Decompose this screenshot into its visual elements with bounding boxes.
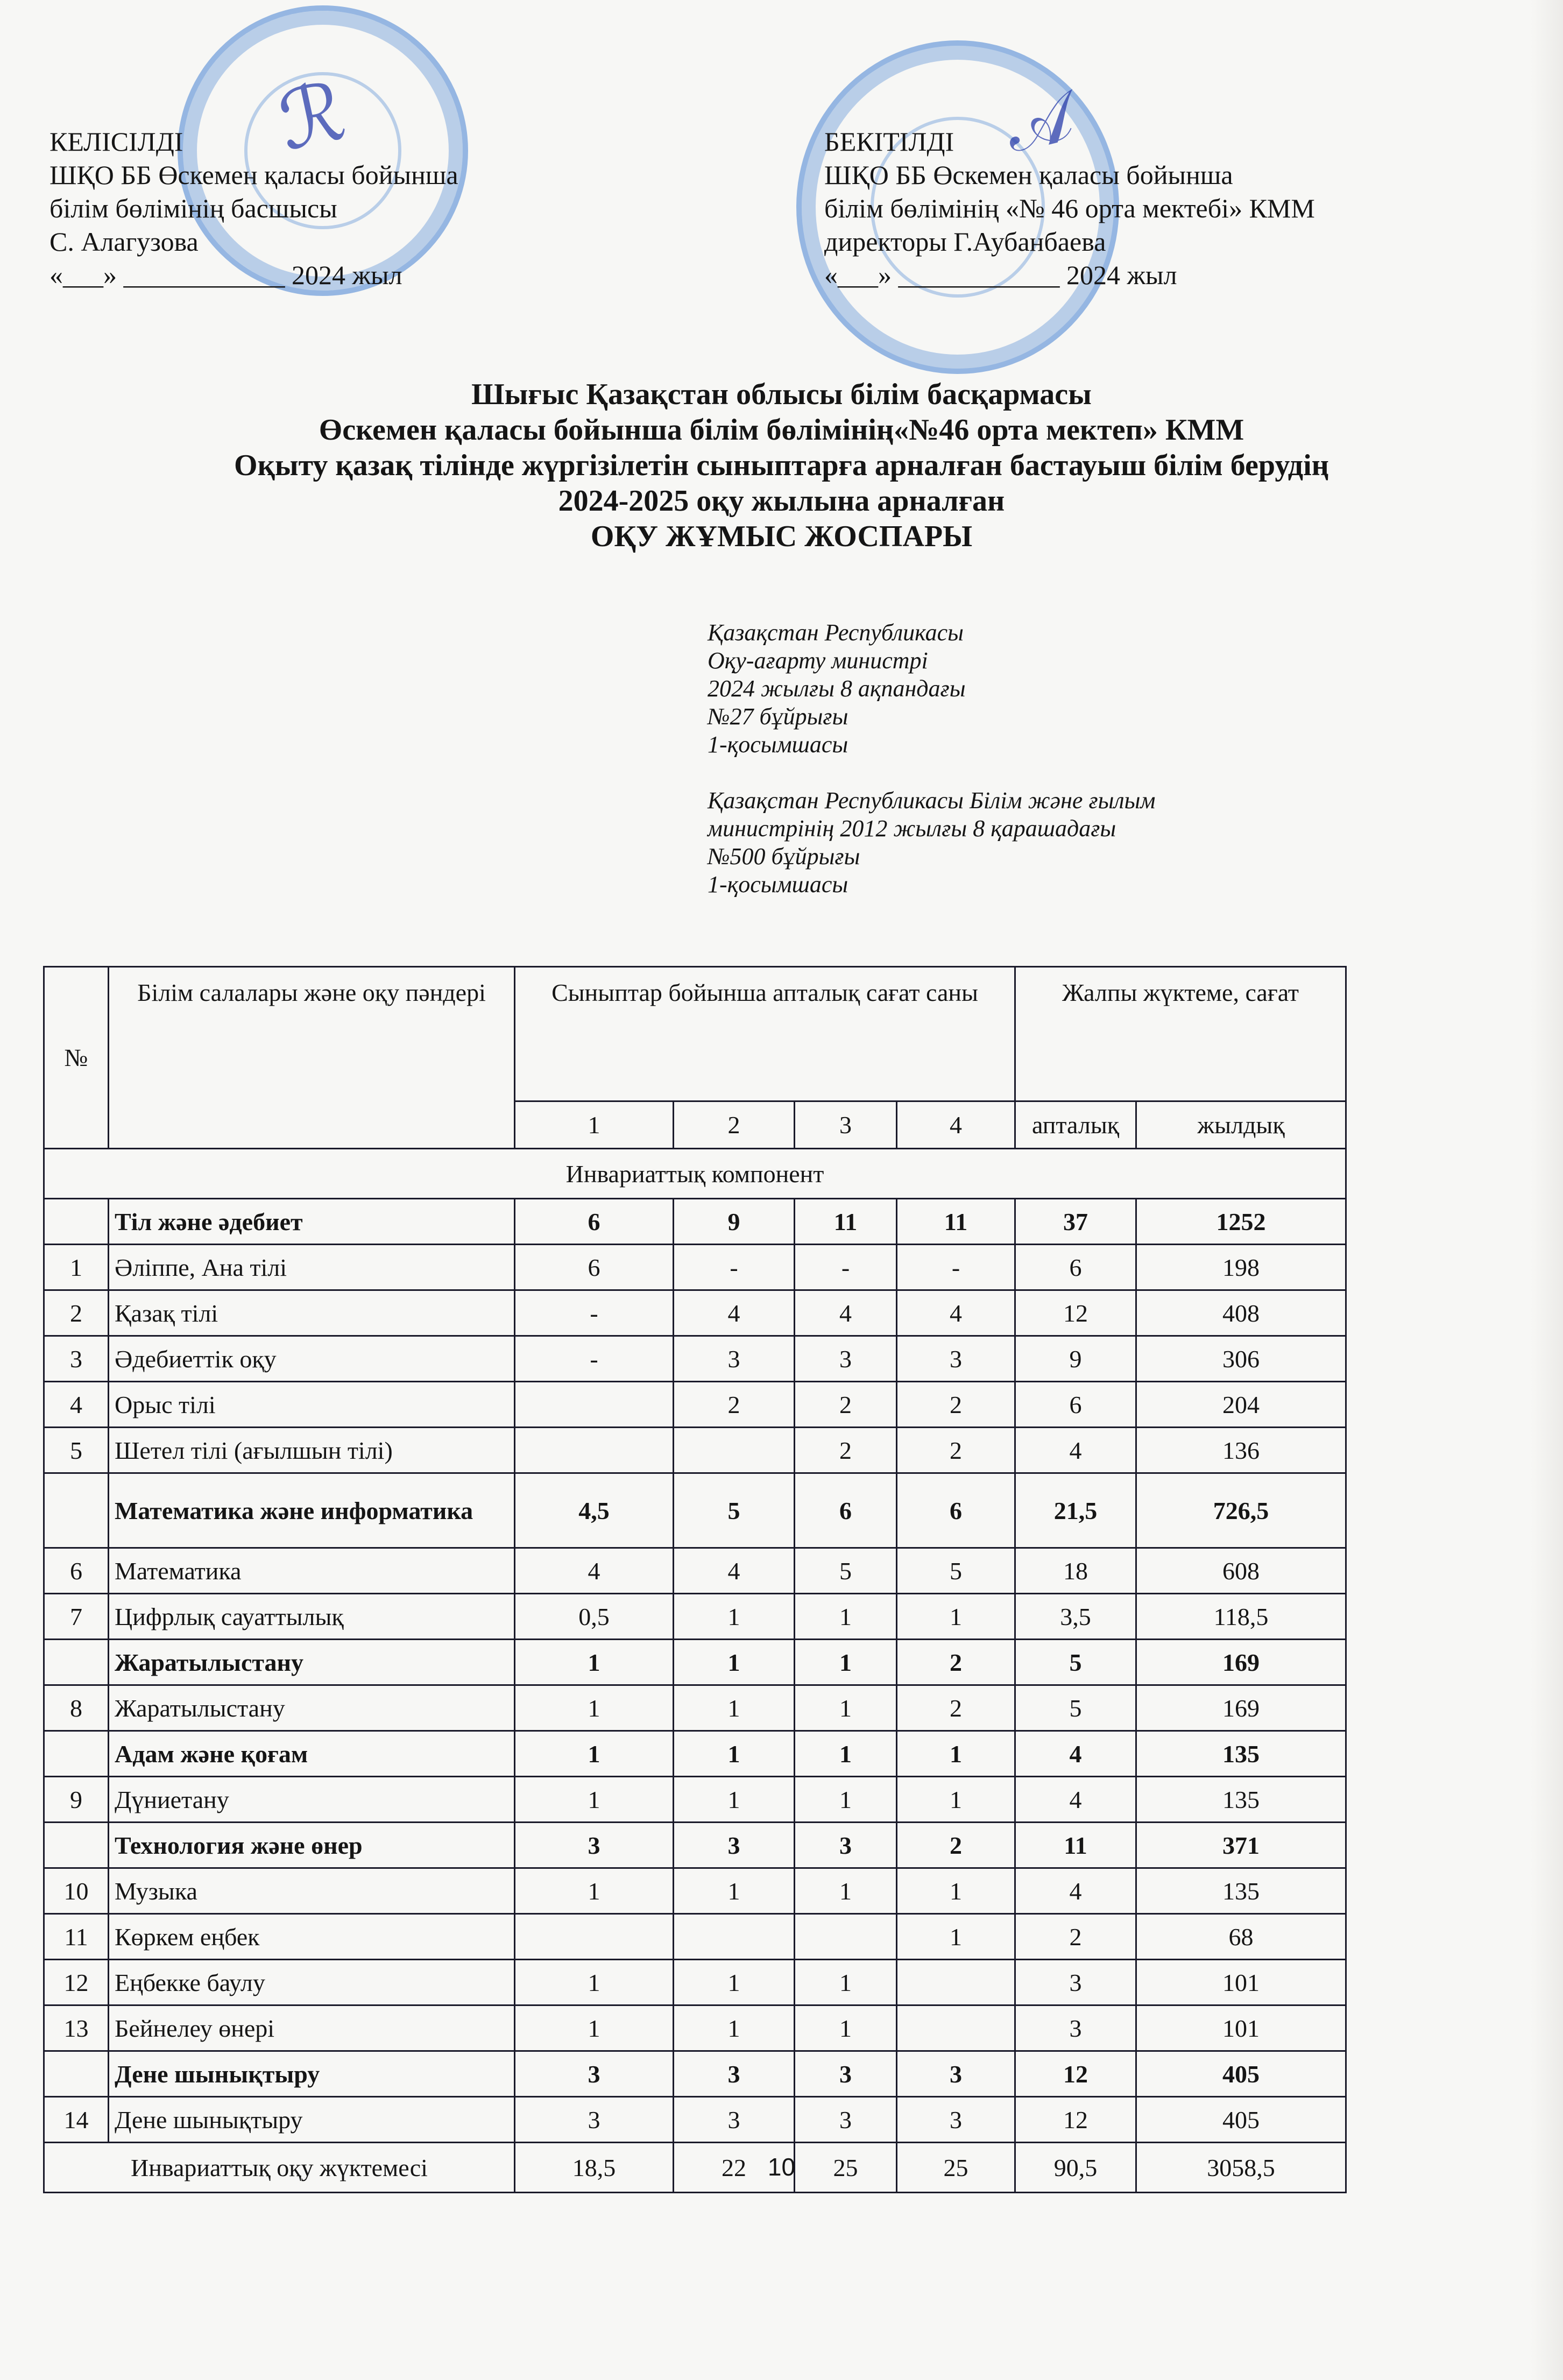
- row-weekly: 12: [1015, 1290, 1136, 1336]
- row-subject: Технология және өнер: [109, 1823, 515, 1868]
- row-class-1: 1: [515, 1685, 674, 1731]
- header-weekly-by-class: Сыныптар бойынша апталық сағат саны: [515, 967, 1015, 1101]
- row-class-4: [897, 2005, 1015, 2051]
- table-row-group: [44, 1731, 1346, 1777]
- approval-line: ШҚО ББ Өскемен қаласы бойынша: [49, 160, 458, 190]
- total-label: Инвариаттық оқу жүктемесі: [44, 2143, 515, 2193]
- row-subject: Дене шынықтыру: [109, 2097, 515, 2143]
- row-class-1: 6: [515, 1199, 674, 1245]
- row-subject: Әліппе, Ана тілі: [109, 1245, 515, 1290]
- row-class-3: 2: [795, 1382, 897, 1428]
- row-weekly: 3: [1015, 1960, 1136, 2005]
- row-class-4: -: [897, 1245, 1015, 1290]
- row-subject: Жаратылыстану: [109, 1685, 515, 1731]
- header-number: №: [44, 967, 109, 1149]
- row-weekly: 3: [1015, 2005, 1136, 2051]
- approval-line: білім бөлімінің «№ 46 орта мектебі» КММ: [824, 193, 1315, 223]
- row-class-2: 5: [674, 1473, 795, 1548]
- section-title: Инвариаттық компонент: [44, 1149, 1346, 1199]
- row-class-3: -: [795, 1245, 897, 1290]
- row-class-1: [515, 1382, 674, 1428]
- row-class-2: 9: [674, 1199, 795, 1245]
- row-class-1: 1: [515, 1960, 674, 2005]
- row-subject: Математика және информатика: [109, 1473, 515, 1548]
- row-class-1: 3: [515, 2051, 674, 2097]
- row-number: 5: [44, 1428, 109, 1473]
- total-yearly: 3058,5: [1136, 2143, 1346, 2193]
- page-edge: [1531, 0, 1563, 2380]
- approval-line: білім бөлімінің басшысы: [49, 193, 337, 223]
- row-class-1: 1: [515, 1868, 674, 1914]
- row-class-3: 1: [795, 1731, 897, 1777]
- row-yearly: 169: [1136, 1640, 1346, 1685]
- row-number: 14: [44, 2097, 109, 2143]
- row-number: 12: [44, 1960, 109, 2005]
- table-row: [44, 1336, 1346, 1382]
- row-class-2: 3: [674, 2097, 795, 2143]
- table-row: [44, 1868, 1346, 1914]
- row-subject: Еңбекке баулу: [109, 1960, 515, 2005]
- row-number: 4: [44, 1382, 109, 1428]
- row-class-4: 3: [897, 2097, 1015, 2143]
- row-class-2: 4: [674, 1290, 795, 1336]
- approval-name: С. Алагузова: [49, 227, 199, 257]
- row-number: 13: [44, 2005, 109, 2051]
- approval-block-agreed: [49, 125, 458, 292]
- row-class-2: 2: [674, 1382, 795, 1428]
- row-number: [44, 1731, 109, 1777]
- row-class-3: 1: [795, 2005, 897, 2051]
- title-line: ОҚУ ЖҰМЫС ЖОСПАРЫ: [590, 520, 973, 553]
- row-weekly: 2: [1015, 1914, 1136, 1960]
- table-row: [44, 1428, 1346, 1473]
- header-class-3: 3: [795, 1101, 897, 1149]
- row-yearly: 135: [1136, 1777, 1346, 1823]
- row-class-3: [795, 1914, 897, 1960]
- row-number: [44, 2051, 109, 2097]
- row-subject: Дене шынықтыру: [109, 2051, 515, 2097]
- table-row: [44, 1548, 1346, 1594]
- table-row: [44, 2097, 1346, 2143]
- total-class-3: 25: [795, 2143, 897, 2193]
- table-row: [44, 2005, 1346, 2051]
- row-class-3: 1: [795, 1777, 897, 1823]
- row-class-4: 1: [897, 1914, 1015, 1960]
- row-subject: Жаратылыстану: [109, 1640, 515, 1685]
- row-weekly: 12: [1015, 2097, 1136, 2143]
- row-class-4: 2: [897, 1382, 1015, 1428]
- row-yearly: 118,5: [1136, 1594, 1346, 1640]
- row-class-1: 6: [515, 1245, 674, 1290]
- row-class-2: 1: [674, 1960, 795, 2005]
- row-class-2: [674, 1428, 795, 1473]
- table-row: [44, 1594, 1346, 1640]
- row-class-3: 1: [795, 1594, 897, 1640]
- row-class-4: 6: [897, 1473, 1015, 1548]
- row-class-2: 1: [674, 1594, 795, 1640]
- table-row-group: [44, 1823, 1346, 1868]
- row-class-2: 3: [674, 1336, 795, 1382]
- row-subject: Тіл және әдебиет: [109, 1199, 515, 1245]
- title-line: Шығыс Қазақстан облысы білім басқармасы: [471, 378, 1092, 411]
- table-row-group: [44, 2051, 1346, 2097]
- legal-reference: [708, 619, 1155, 899]
- row-class-4: 2: [897, 1428, 1015, 1473]
- row-number: 10: [44, 1868, 109, 1914]
- reference-line: 1-қосымшасы: [708, 871, 848, 898]
- row-yearly: 68: [1136, 1914, 1346, 1960]
- table-row-group: [44, 1473, 1346, 1548]
- row-class-3: 2: [795, 1428, 897, 1473]
- header-total-load: Жалпы жүктеме, сағат: [1015, 967, 1346, 1101]
- row-class-2: 3: [674, 1823, 795, 1868]
- row-class-1: [515, 1914, 674, 1960]
- row-number: [44, 1823, 109, 1868]
- row-class-4: 5: [897, 1548, 1015, 1594]
- row-number: [44, 1473, 109, 1548]
- row-class-2: 1: [674, 1777, 795, 1823]
- table-row: [44, 1960, 1346, 2005]
- row-class-4: 1: [897, 1594, 1015, 1640]
- row-class-1: 1: [515, 1640, 674, 1685]
- row-yearly: 135: [1136, 1868, 1346, 1914]
- table-row: [44, 1777, 1346, 1823]
- reference-line: 2024 жылғы 8 ақпандағы: [708, 675, 966, 702]
- page-number: 10: [767, 2153, 796, 2181]
- row-yearly: 306: [1136, 1336, 1346, 1382]
- table-row: [44, 1290, 1346, 1336]
- row-yearly: 169: [1136, 1685, 1346, 1731]
- approval-heading: БЕКІТІЛДІ: [824, 126, 954, 157]
- row-yearly: 204: [1136, 1382, 1346, 1428]
- approval-heading: КЕЛІСІЛДІ: [49, 126, 183, 157]
- table-row: [44, 1914, 1346, 1960]
- header-class-1: 1: [515, 1101, 674, 1149]
- reference-line: министрінің 2012 жылғы 8 қарашадағы: [708, 815, 1116, 842]
- row-class-1: 0,5: [515, 1594, 674, 1640]
- title-line: Оқыту қазақ тілінде жүргізілетін сыныптарға арналған бастауыш білім берудің: [234, 449, 1329, 482]
- row-yearly: 405: [1136, 2097, 1346, 2143]
- reference-line: №27 бұйрығы: [708, 703, 848, 730]
- row-weekly: 21,5: [1015, 1473, 1136, 1548]
- row-class-3: 6: [795, 1473, 897, 1548]
- row-number: [44, 1640, 109, 1685]
- reference-line: 1-қосымшасы: [708, 731, 848, 758]
- approval-line: ШҚО ББ Өскемен қаласы бойынша: [824, 160, 1233, 190]
- header-class-2: 2: [674, 1101, 795, 1149]
- total-weekly: 90,5: [1015, 2143, 1136, 2193]
- row-number: 2: [44, 1290, 109, 1336]
- row-class-3: 5: [795, 1548, 897, 1594]
- reference-line: Оқу-ағарту министрі: [708, 647, 928, 674]
- row-yearly: 198: [1136, 1245, 1346, 1290]
- row-class-4: 3: [897, 1336, 1015, 1382]
- row-yearly: 608: [1136, 1548, 1346, 1594]
- header-weekly: апталық: [1015, 1101, 1136, 1149]
- table-row: [44, 1685, 1346, 1731]
- row-class-3: 3: [795, 2097, 897, 2143]
- row-class-2: 1: [674, 1685, 795, 1731]
- row-class-4: 3: [897, 2051, 1015, 2097]
- row-class-4: 1: [897, 1731, 1015, 1777]
- signature-right-icon: 𝒜: [998, 74, 1080, 169]
- row-class-2: 3: [674, 2051, 795, 2097]
- row-weekly: 9: [1015, 1336, 1136, 1382]
- row-subject: Шетел тілі (ағылшын тілі): [109, 1428, 515, 1473]
- table-row-group: [44, 1640, 1346, 1685]
- signature-left-icon: ℛ: [271, 64, 353, 170]
- row-yearly: 1252: [1136, 1199, 1346, 1245]
- table-row: [44, 1245, 1346, 1290]
- row-weekly: 6: [1015, 1245, 1136, 1290]
- total-class-1: 18,5: [515, 2143, 674, 2193]
- row-class-1: 1: [515, 1731, 674, 1777]
- row-class-4: 2: [897, 1640, 1015, 1685]
- row-subject: Әдебиеттік оқу: [109, 1336, 515, 1382]
- row-number: [44, 1199, 109, 1245]
- row-weekly: 4: [1015, 1777, 1136, 1823]
- row-class-3: 3: [795, 2051, 897, 2097]
- row-number: 7: [44, 1594, 109, 1640]
- row-weekly: 11: [1015, 1823, 1136, 1868]
- row-class-2: 1: [674, 1868, 795, 1914]
- row-class-1: 1: [515, 1777, 674, 1823]
- title-line: 2024-2025 оқу жылына арналған: [558, 484, 1005, 518]
- row-class-1: 3: [515, 2097, 674, 2143]
- row-class-3: 11: [795, 1199, 897, 1245]
- header-yearly: жылдық: [1136, 1101, 1346, 1149]
- row-number: 11: [44, 1914, 109, 1960]
- row-class-3: 1: [795, 1685, 897, 1731]
- row-weekly: 4: [1015, 1428, 1136, 1473]
- total-class-4: 25: [897, 2143, 1015, 2193]
- row-class-4: 1: [897, 1868, 1015, 1914]
- approval-block-approved: [824, 125, 1315, 292]
- row-weekly: 5: [1015, 1640, 1136, 1685]
- row-class-1: 4: [515, 1548, 674, 1594]
- reference-line: №500 бұйрығы: [708, 843, 860, 870]
- row-class-4: 2: [897, 1823, 1015, 1868]
- row-weekly: 3,5: [1015, 1594, 1136, 1640]
- curriculum-table: [43, 966, 1347, 2193]
- total-class-2: 22: [674, 2143, 795, 2193]
- row-weekly: 4: [1015, 1731, 1136, 1777]
- row-weekly: 18: [1015, 1548, 1136, 1594]
- row-class-3: 1: [795, 1868, 897, 1914]
- header-subject: Білім салалары және оқу пәндері: [109, 967, 515, 1149]
- approval-date: «___» ____________ 2024 жыл: [49, 260, 402, 290]
- reference-line: Қазақстан Республикасы: [708, 619, 964, 646]
- approval-name: директоры Г.Аубанбаева: [824, 227, 1106, 257]
- row-class-3: 1: [795, 1640, 897, 1685]
- row-yearly: 101: [1136, 2005, 1346, 2051]
- row-yearly: 136: [1136, 1428, 1346, 1473]
- row-yearly: 405: [1136, 2051, 1346, 2097]
- row-class-1: 4,5: [515, 1473, 674, 1548]
- row-class-4: 2: [897, 1685, 1015, 1731]
- table-row: [44, 1382, 1346, 1428]
- row-class-3: 1: [795, 1960, 897, 2005]
- row-subject: Көркем еңбек: [109, 1914, 515, 1960]
- row-subject: Математика: [109, 1548, 515, 1594]
- row-weekly: 37: [1015, 1199, 1136, 1245]
- row-class-2: -: [674, 1245, 795, 1290]
- row-class-2: [674, 1914, 795, 1960]
- row-class-1: -: [515, 1290, 674, 1336]
- row-weekly: 12: [1015, 2051, 1136, 2097]
- row-class-3: 3: [795, 1336, 897, 1382]
- row-yearly: 135: [1136, 1731, 1346, 1777]
- row-yearly: 101: [1136, 1960, 1346, 2005]
- row-class-1: 3: [515, 1823, 674, 1868]
- row-yearly: 371: [1136, 1823, 1346, 1868]
- row-number: 6: [44, 1548, 109, 1594]
- row-yearly: 726,5: [1136, 1473, 1346, 1548]
- row-subject: Музыка: [109, 1868, 515, 1914]
- row-class-2: 4: [674, 1548, 795, 1594]
- approval-date: «___» ____________ 2024 жыл: [824, 260, 1177, 290]
- row-subject: Дүниетану: [109, 1777, 515, 1823]
- row-number: 9: [44, 1777, 109, 1823]
- row-yearly: 408: [1136, 1290, 1346, 1336]
- row-class-1: -: [515, 1336, 674, 1382]
- row-subject: Орыс тілі: [109, 1382, 515, 1428]
- row-weekly: 6: [1015, 1382, 1136, 1428]
- row-class-1: 1: [515, 2005, 674, 2051]
- row-number: 8: [44, 1685, 109, 1731]
- title-line: Өскемен қаласы бойынша білім бөлімінің«№46 орта мектеп» КММ: [319, 413, 1244, 447]
- reference-line: Қазақстан Республикасы Білім және ғылым: [708, 787, 1156, 814]
- row-subject: Бейнелеу өнері: [109, 2005, 515, 2051]
- document-title: [0, 377, 1563, 554]
- row-subject: Адам және қоғам: [109, 1731, 515, 1777]
- row-class-3: 4: [795, 1290, 897, 1336]
- row-subject: Цифрлық сауаттылық: [109, 1594, 515, 1640]
- row-class-2: 1: [674, 2005, 795, 2051]
- row-class-4: 11: [897, 1199, 1015, 1245]
- row-class-4: 1: [897, 1777, 1015, 1823]
- header-class-4: 4: [897, 1101, 1015, 1149]
- row-number: 1: [44, 1245, 109, 1290]
- row-class-4: [897, 1960, 1015, 2005]
- table-row-group: [44, 1199, 1346, 1245]
- row-class-1: [515, 1428, 674, 1473]
- row-number: 3: [44, 1336, 109, 1382]
- row-weekly: 5: [1015, 1685, 1136, 1731]
- row-class-3: 3: [795, 1823, 897, 1868]
- row-class-4: 4: [897, 1290, 1015, 1336]
- row-subject: Қазақ тілі: [109, 1290, 515, 1336]
- row-class-2: 1: [674, 1731, 795, 1777]
- row-class-2: 1: [674, 1640, 795, 1685]
- row-weekly: 4: [1015, 1868, 1136, 1914]
